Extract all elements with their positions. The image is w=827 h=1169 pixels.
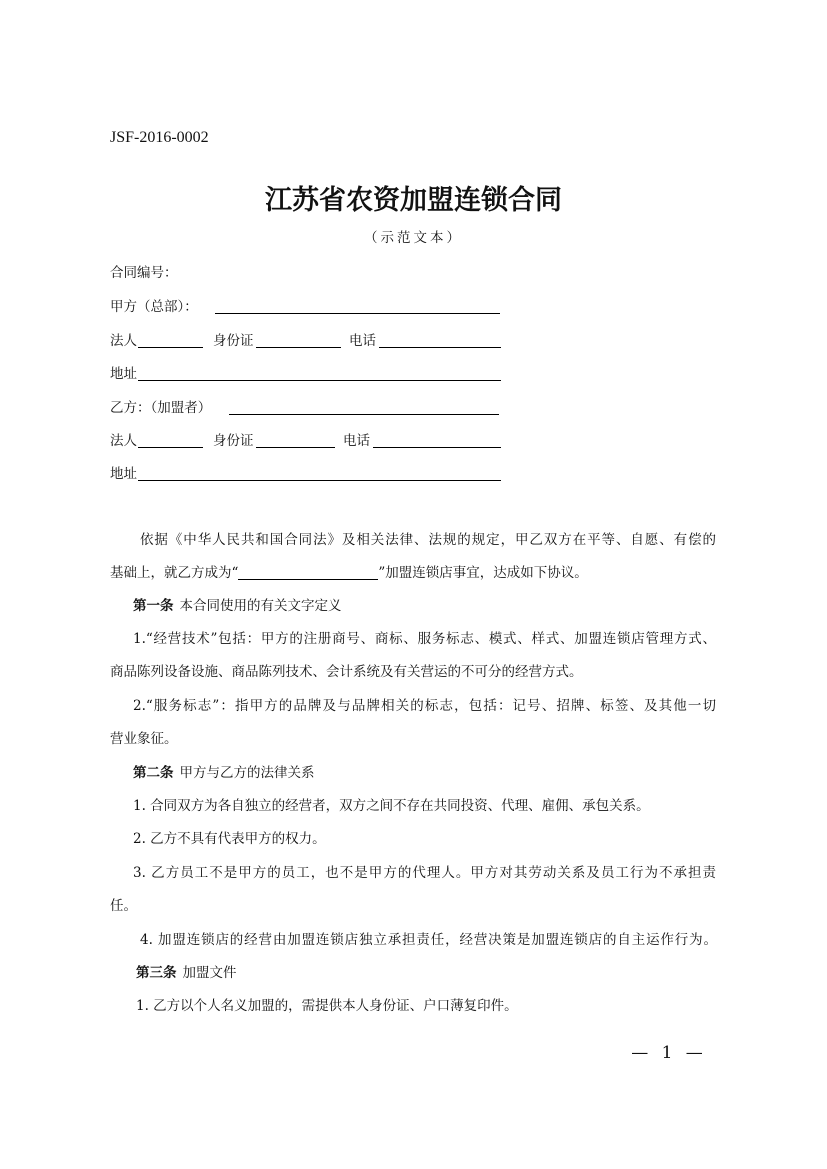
store-name-blank xyxy=(238,565,378,580)
article-2-number: 第二条 xyxy=(133,765,174,781)
article-2-line: 4. 加盟连锁店的经营由加盟连锁店独立承担责任，经营决策是加盟连锁店的自主运作行为。 xyxy=(140,932,717,948)
party-b-name-blank xyxy=(229,414,499,415)
party-b-address-label: 地址 xyxy=(110,466,137,482)
document-code: JSF-2016-0002 xyxy=(110,129,209,146)
article-2-line: 2. 乙方不具有代表甲方的权力。 xyxy=(133,831,326,847)
article-2-line: 1. 合同双方为各自独立的经营者，双方之间不存在共同投资、代理、雇佣、承包关系。 xyxy=(133,798,650,814)
party-a-row xyxy=(0,297,827,317)
article-1-line: 商品陈列设备设施、商品陈列技术、会计系统及有关营运的不可分的经营方式。 xyxy=(110,664,583,680)
article-1-heading xyxy=(133,596,342,616)
page-number: — 1 — xyxy=(631,1043,703,1063)
article-1-number: 第一条 xyxy=(133,598,174,614)
party-b-address-row xyxy=(0,464,827,484)
party-a-legal-rep-label: 法人 xyxy=(110,333,137,349)
party-a-name-blank xyxy=(215,313,500,314)
party-a-legal-rep-blank xyxy=(138,347,203,348)
article-3-title: 加盟文件 xyxy=(182,965,237,981)
article-1-line: 2.“服务标志”：指甲方的品牌及与品牌相关的标志，包括：记号、招牌、标签、及其他一切 xyxy=(133,698,716,714)
party-b-legal-rep-blank xyxy=(138,447,203,448)
article-3-heading xyxy=(136,963,237,983)
preamble-line-1: 依据《中华人民共和国合同法》及相关法律、法规的规定，甲乙双方在平等、自愿、有偿的 xyxy=(140,532,716,548)
preamble-line-2-end: ”加盟连锁店事宜，达成如下协议。 xyxy=(378,565,588,581)
preamble-line-2-start: 基础上，就乙方成为“ xyxy=(110,565,239,581)
party-b-id-card-blank xyxy=(256,447,335,448)
party-a-phone-label: 电话 xyxy=(349,333,376,349)
article-2-line: 3. 乙方员工不是甲方的员工，也不是甲方的代理人。甲方对其劳动关系及员工行为不承担责 xyxy=(133,865,716,881)
article-1-line: 营业象征。 xyxy=(110,731,178,747)
party-a-phone-blank xyxy=(379,347,501,348)
party-b-id-card-label: 身份证 xyxy=(213,433,254,449)
party-b-phone-blank xyxy=(373,447,501,448)
contract-title: 江苏省农资加盟连锁合同 xyxy=(265,185,562,216)
party-a-address-blank xyxy=(138,380,501,381)
party-b-row xyxy=(0,398,827,418)
contract-subtitle: （示范文本） xyxy=(364,230,463,246)
party-a-address-row xyxy=(0,364,827,384)
party-b-label: 乙方：（加盟者） xyxy=(110,400,212,416)
party-a-address-label: 地址 xyxy=(110,366,137,382)
article-2-heading xyxy=(133,763,315,783)
party-b-contact-row xyxy=(0,431,827,451)
party-b-phone-label: 电话 xyxy=(343,433,370,449)
article-2-line: 任。 xyxy=(110,898,137,914)
contract-number-label: 合同编号： xyxy=(110,265,178,281)
party-a-contact-row xyxy=(0,331,827,351)
article-1-title: 本合同使用的有关文字定义 xyxy=(179,598,342,614)
party-b-legal-rep-label: 法人 xyxy=(110,433,137,449)
article-2-title: 甲方与乙方的法律关系 xyxy=(179,765,315,781)
party-a-id-card-label: 身份证 xyxy=(213,333,254,349)
contract-number-row xyxy=(0,263,827,283)
article-1-line: 1.“经营技术”包括：甲方的注册商号、商标、服务标志、模式、样式、加盟连锁店管理方式、 xyxy=(133,631,716,647)
preamble-line-2 xyxy=(110,563,588,583)
party-a-label: 甲方（总部）： xyxy=(110,299,198,315)
article-3-number: 第三条 xyxy=(136,965,177,981)
party-a-id-card-blank xyxy=(256,347,341,348)
party-b-address-blank xyxy=(138,480,501,481)
article-3-line: 1. 乙方以个人名义加盟的，需提供本人身份证、户口薄复印件。 xyxy=(136,998,518,1014)
